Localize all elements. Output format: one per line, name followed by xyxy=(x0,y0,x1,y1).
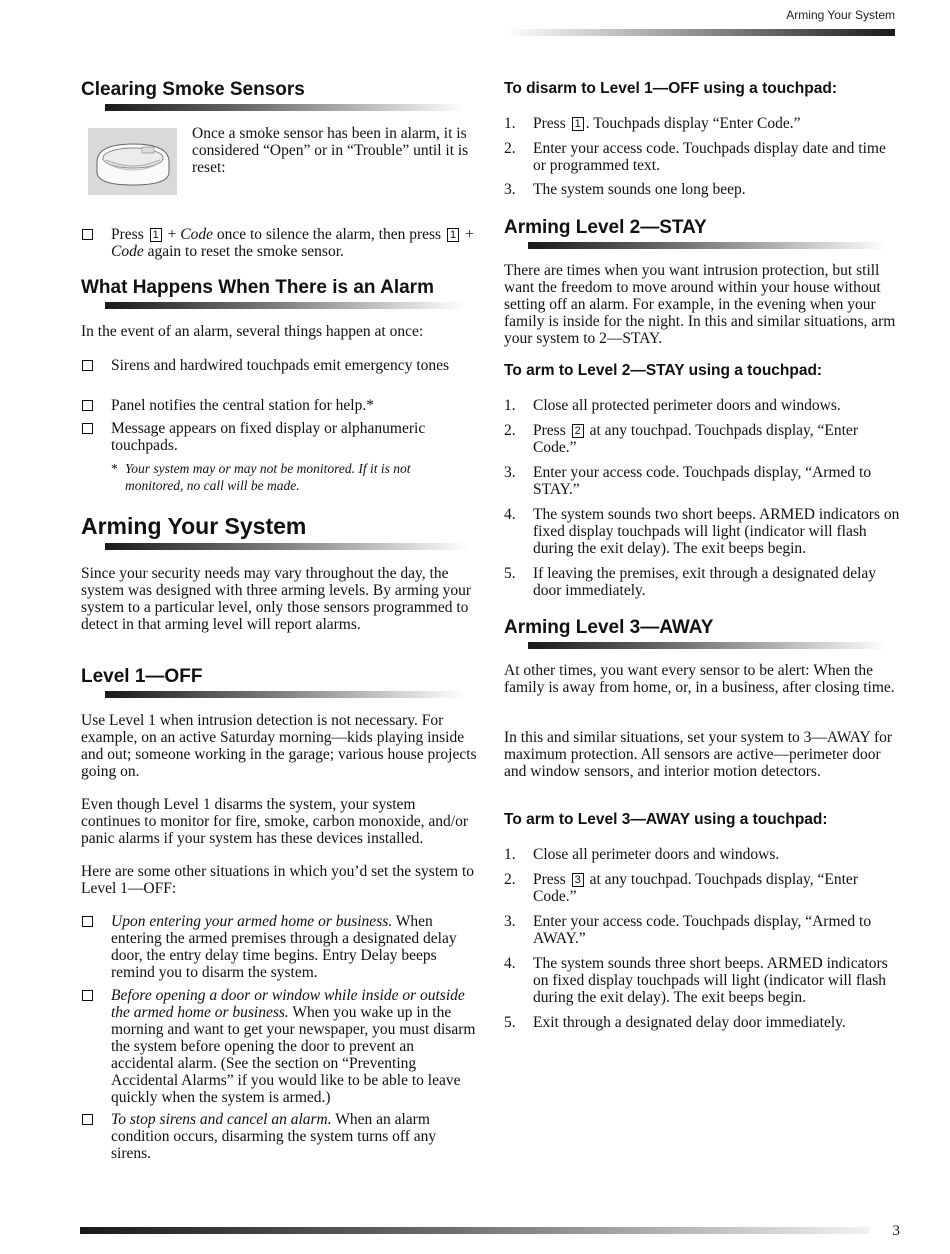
list-item: Panel notifies the central station for help.* xyxy=(82,397,477,414)
list-item: 3. Enter your access code. Touchpads display, “Armed to AWAY.” xyxy=(504,913,872,947)
footer-rule xyxy=(80,1227,870,1234)
key-3: 3 xyxy=(572,873,584,887)
heading-arming-your-system: Arming Your System xyxy=(81,513,307,539)
checkbox-bullet-icon xyxy=(82,423,93,434)
smoke-detector-icon xyxy=(88,128,177,195)
level3-intro: In this and similar situations, set your system to 3—AWAY for maximum protection. All sensors are active—perimeter door and window sensors, and interior motion detectors. xyxy=(504,729,893,780)
heading-arm-level2: To arm to Level 2—STAY using a touchpad: xyxy=(504,362,823,379)
checkbox-bullet-icon xyxy=(82,400,93,411)
header-rule xyxy=(505,29,895,36)
list-item: 2. Enter your access code. Touchpads display date and time or programmed text. xyxy=(504,140,886,174)
list-item: 3. The system sounds one long beep. xyxy=(504,181,746,198)
checkbox-bullet-icon xyxy=(82,360,93,371)
list-item: Upon entering your armed home or business. When entering the armed premises through a designated delay door, the entry delay time begins. Entry Delay beeps remind you to disarm the system. xyxy=(82,913,477,981)
heading-rule xyxy=(105,104,465,111)
list-item: 4. The system sounds three short beeps. ARMED indicators on fixed display touchpads will light (indicator will flash during the exit delay). The exit beeps begin. xyxy=(504,955,888,1006)
list-item: 5. If leaving the premises, exit through a designated delay door immediately. xyxy=(504,565,877,599)
heading-level-1-off: Level 1—OFF xyxy=(81,666,203,687)
list-item: 1. Press 1 . Touchpads display “Enter Code.” xyxy=(504,115,801,132)
list-item: 2. Press 3 at any touchpad. Touchpads display, “Enter Code.” xyxy=(504,871,858,905)
list-item: 4. The system sounds two short beeps. ARMED indicators on fixed display touchpads will light (indicator will flash during the exit delay). The exit beeps begin. xyxy=(504,506,900,557)
checkbox-bullet-icon xyxy=(82,229,93,240)
checkbox-bullet-icon xyxy=(82,1114,93,1125)
level2-intro: There are times when you want intrusion protection, but still want the freedom to move around within your house without setting off an alarm. For example, in the evening when your family is inside for the night. In this and similar situations, arm your system to 2—STAY. xyxy=(504,262,896,347)
level1-paragraph: Here are some other situations in which you’d set the system to Level 1—OFF: xyxy=(81,863,475,897)
heading-rule xyxy=(105,543,470,550)
heading-rule xyxy=(105,302,465,309)
list-item: Message appears on fixed display or alphanumeric touchpads. xyxy=(82,420,477,454)
heading-alarm: What Happens When There is an Alarm xyxy=(81,277,434,298)
arming-intro: Since your security needs may vary throughout the day, the system was designed with three arming levels. By arming your system to a particular level, only those sensors programmed to detect in that arming level will report alarms. xyxy=(81,565,472,633)
clearing-intro: Once a smoke sensor has been in alarm, it is considered “Open” or in “Trouble” until it is reset: xyxy=(192,125,469,176)
list-item: 3. Enter your access code. Touchpads display, “Armed to STAY.” xyxy=(504,464,872,498)
heading-disarm-level1: To disarm to Level 1—OFF using a touchpad: xyxy=(504,80,837,97)
list-item: 5. Exit through a designated delay door immediately. xyxy=(504,1014,846,1031)
level3-intro: At other times, you want every sensor to be alert: When the family is away from home, or, in a business, after closing time. xyxy=(504,662,895,696)
level1-paragraph: Use Level 1 when intrusion detection is not necessary. For example, on an active Saturday morning—kids playing inside and out; someone working in the garage; various house projects going on. xyxy=(81,712,477,780)
heading-arm-level3: To arm to Level 3—AWAY using a touchpad: xyxy=(504,811,828,828)
clearing-step: Press 1 + Code once to silence the alarm, then press 1 + Code again to reset the smoke sensor. xyxy=(82,226,477,260)
list-item: Sirens and hardwired touchpads emit emergency tones xyxy=(82,357,477,374)
level1-paragraph: Even though Level 1 disarms the system, your system continues to monitor for fire, smoke, carbon monoxide, and/or panic alarms if your system has these devices installed. xyxy=(81,796,468,847)
key-2: 2 xyxy=(572,424,584,438)
checkbox-bullet-icon xyxy=(82,916,93,927)
key-1: 1 xyxy=(572,117,584,131)
heading-clearing-smoke-sensors: Clearing Smoke Sensors xyxy=(81,79,305,100)
alarm-intro: In the event of an alarm, several things happen at once: xyxy=(81,323,424,340)
page-number: 3 xyxy=(892,1223,900,1239)
heading-arming-level-3-away: Arming Level 3—AWAY xyxy=(504,617,714,638)
key-1: 1 xyxy=(150,228,162,242)
heading-rule xyxy=(105,691,465,698)
list-item: 2. Press 2 at any touchpad. Touchpads display, “Enter Code.” xyxy=(504,422,858,456)
list-item: 1. Close all protected perimeter doors and windows. xyxy=(504,397,841,414)
heading-rule xyxy=(528,642,888,649)
key-1: 1 xyxy=(447,228,459,242)
heading-arming-level-2-stay: Arming Level 2—STAY xyxy=(504,217,707,238)
running-header: Arming Your System xyxy=(786,8,895,22)
footnote: * Your system may or may not be monitored. If it is not monitored, no call will be made. xyxy=(111,461,411,493)
list-item: Before opening a door or window while inside or outside the armed home or business. When you wake up in the morning and want to get your newspaper, you must disarm the system before opening the door to prevent an accidental alarm. (See the section on “Preventing Accidental Alarms” if you would like to be able to leave quickly when the system is armed.) xyxy=(82,987,477,1106)
heading-rule xyxy=(528,242,888,249)
list-item: To stop sirens and cancel an alarm. When an alarm condition occurs, disarming the system turns off any sirens. xyxy=(82,1111,477,1162)
list-item: 1. Close all perimeter doors and windows. xyxy=(504,846,780,863)
checkbox-bullet-icon xyxy=(82,990,93,1001)
